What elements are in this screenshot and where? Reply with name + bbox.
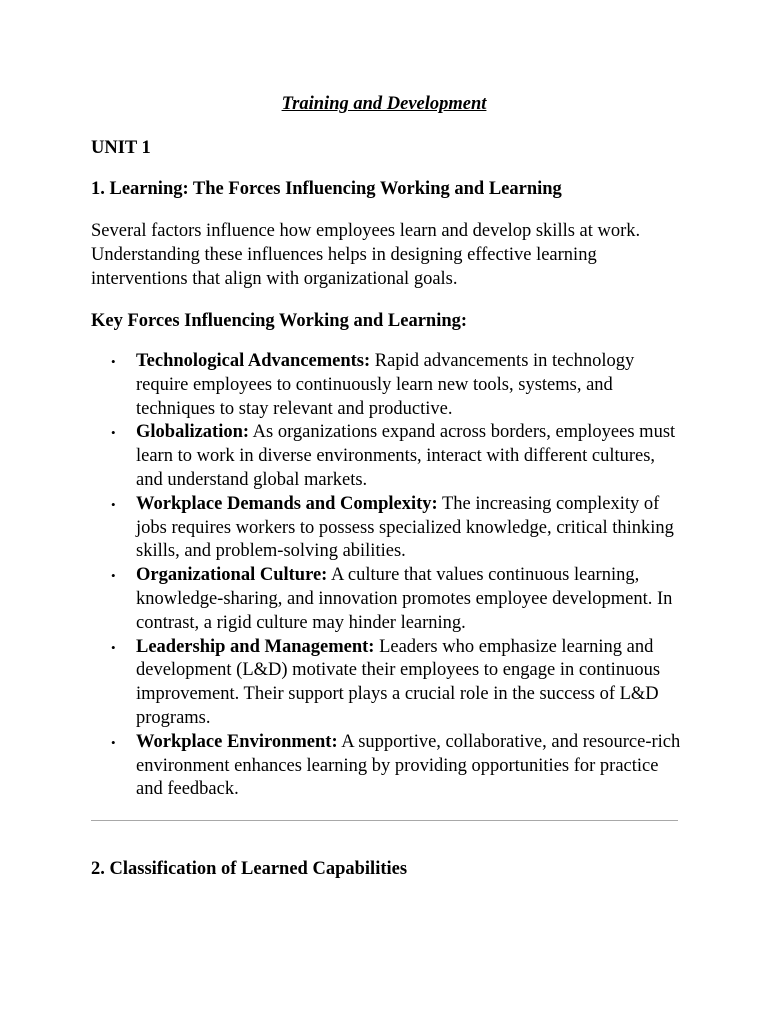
force-description: Leaders who emphasize learning and development (L&D) motivate their employees to engage in continuous improvement. Their support plays a crucial role in the success of L&D programs. [136, 636, 661, 728]
horizontal-divider [91, 820, 678, 821]
force-description: The increasing complexity of jobs requires workers to possess specialized knowledge, critical thinking skills, and problem-solving abilities. [136, 493, 674, 562]
force-term: Globalization: [136, 422, 250, 443]
key-forces-heading: Key Forces Influencing Working and Learning: [91, 311, 468, 331]
force-description: A supportive, collaborative, and resource-rich environment enhances learning by providing opportunities for practice and feedback. [136, 731, 681, 800]
list-item [91, 564, 681, 635]
list-item [91, 636, 681, 731]
force-term: Technological Advancements: [136, 351, 371, 371]
section-1-intro-paragraph: Several factors influence how employees learn and develop skills at work. Understanding these influences helps in designing effective learning interventions that align with organizational goals. [91, 221, 641, 289]
force-term: Organizational Culture: [136, 565, 328, 586]
bullet-icon: • [111, 354, 116, 369]
list-item [91, 731, 681, 802]
document-title: Training and Development [281, 94, 487, 114]
section-2-heading: 2. Classification of Learned Capabilities [91, 859, 408, 879]
bullet-icon: • [111, 568, 116, 584]
force-description: As organizations expand across borders, employees must learn to work in diverse environments, interact with different cultures, and understand global markets. [136, 422, 676, 490]
list-item [91, 421, 681, 492]
unit-label: UNIT 1 [91, 138, 151, 158]
force-term: Workplace Environment: [136, 731, 338, 752]
force-term: Leadership and Management: [136, 636, 375, 657]
section-1-heading: 1. Learning: The Forces Influencing Working and Learning [91, 179, 562, 199]
bullet-icon: • [111, 425, 116, 441]
force-term: Workplace Demands and Complexity: [136, 493, 438, 514]
bullet-icon: • [111, 496, 116, 512]
list-item [91, 493, 681, 564]
list-item [91, 350, 681, 421]
force-description: A culture that values continuous learning, knowledge-sharing, and innovation promotes employee development. In contrast, a rigid culture may hinder learning. [136, 565, 673, 633]
bullet-icon: • [111, 639, 116, 655]
force-description: Rapid advancements in technology require employees to continuously learn new tools, systems, and techniques to stay relevant and productive. [136, 351, 635, 419]
bullet-icon: • [111, 734, 116, 750]
key-forces-list [91, 350, 681, 802]
